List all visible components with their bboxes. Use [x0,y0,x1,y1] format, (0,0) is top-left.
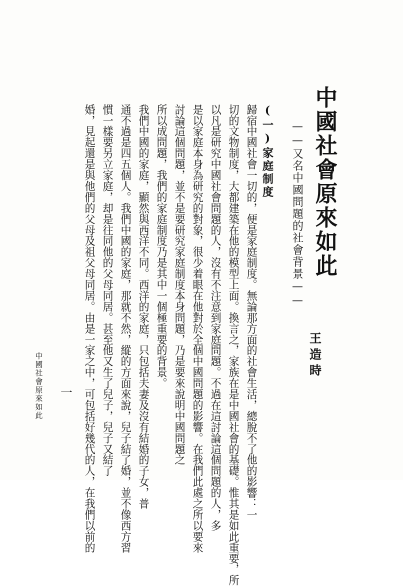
article-author: 王造時 [308,332,322,380]
body-column: 慣一樣要另立家庭，却是往同他的父母同居。甚至他又生了兒子，兒子又結了 [101,104,114,477]
body-column: 切的文物制度，大都建築在他的模型上面。換言之，家族在是中國社會的基礎。惟其是如此重要，所 [227,104,240,586]
body-column: 討論這個問題，並不是要研究家庭制度本身問題，乃是要來說明中國問題之 [173,104,186,466]
body-column: 通不過是四五個人。我們中國的家庭，那就不然，縱的方面來說，兒子結了婚，並不像西方習 [119,104,132,553]
body-column: 是以家庭本身為研究的對象，很少着眼在他對於全個中國問題的影響。在我們此處之所以要來 [191,104,204,553]
body-column: 婚，見起還是與他們的父母及祖父母同居。由是一家之中，可包括好幾代的人，在我們以前的 [83,104,96,553]
body-column: 我們中國的家庭，顯然與西洋不同。西洋的家庭，只包括夫妻及沒有結婚的子女，普 [137,104,150,510]
running-head: 中國社會原來如此 [34,352,44,420]
body-column: 以凡是研究中國社會問題的人，沒有不注意到家庭問題。不過在這討論這個問題的人，多 [209,104,222,532]
body-column: 歸宿中國社會一切的，便是家庭制度。無論那方面的社會生活，總脫不了他的影響：一 [245,104,258,521]
body-column: 所以成問題，我們的家庭制度乃是其中一個極重要的背景。 [155,104,168,389]
article-subtitle: ——又名中國問題的社會背景—— [291,120,304,308]
page-number: 一 [59,386,73,398]
article-title: 中國社會原來如此 [312,86,338,278]
section-heading: (一)家庭制度 [261,104,274,199]
